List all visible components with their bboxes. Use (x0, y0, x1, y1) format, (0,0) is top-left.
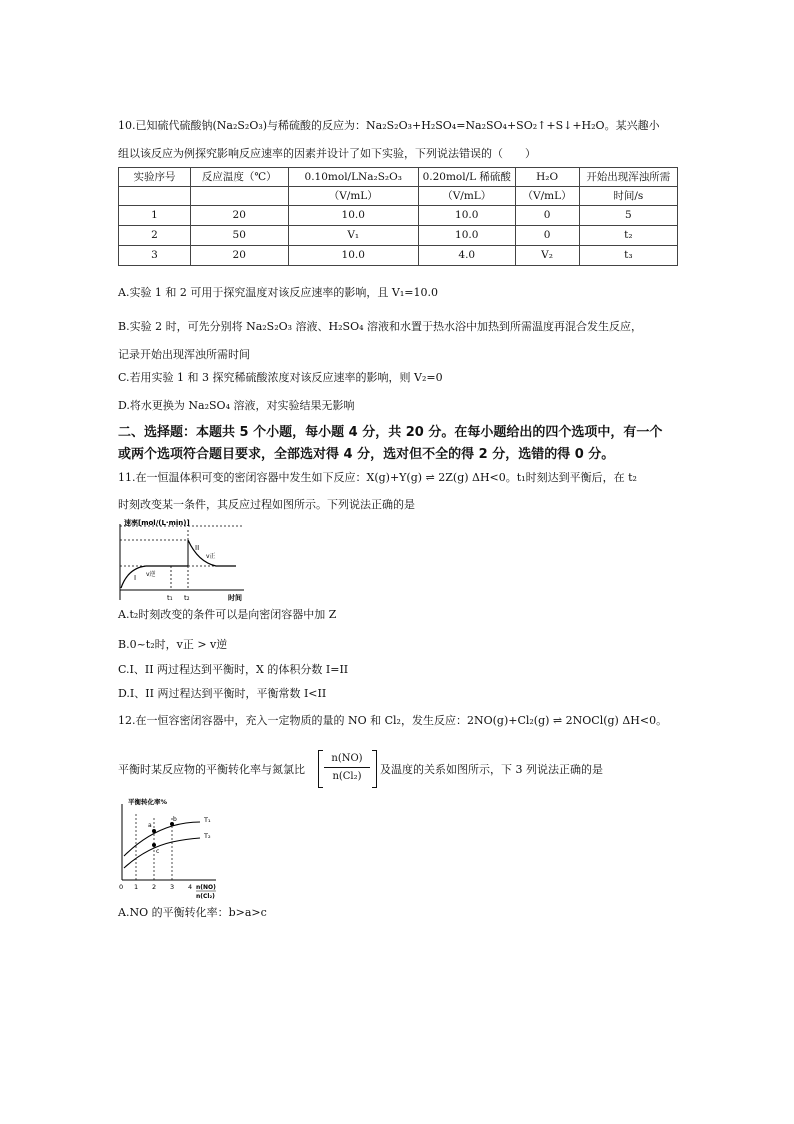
table-cell: 10.0 (288, 206, 418, 226)
q10-option-d: D.将水更换为 Na₂SO₄ 溶液，对实验结果无影响 (118, 399, 355, 412)
q12-option-a: A.NO 的平衡转化率：b>a>c (118, 906, 267, 919)
graph-ylabel: 平衡转化率% (128, 798, 168, 806)
q11-stem-line1: 11.在一恒温体积可变的密闭容器中发生如下反应：X(g)+Y(g) ⇌ 2Z(g) ΔH<0。t₁时刻达到平衡后，在 t₂ (118, 471, 637, 484)
table-cell: t₃ (579, 246, 677, 266)
series-T1-label: T₁ (204, 816, 211, 824)
q11-option-a: A.t₂时刻改变的条件可以是向密闭容器中加 Z (118, 608, 337, 621)
section2-heading-line1: 二、选择题：本题共 5 个小题，每小题 4 分，共 20 分。在每小题给出的四个选项中，有一个 (118, 425, 663, 440)
q11-stem-line2: 时刻改变某一条件，其反应过程如图所示。下列说法正确的是 (118, 498, 415, 511)
q12-stem-text-post: 及温度的关系如图所示，下 3 列说法正确的是 (380, 763, 603, 776)
x-tick-label: 0 (119, 883, 124, 891)
x-tick-label: 4 (188, 883, 193, 891)
conversion-ratio-graph (116, 794, 226, 902)
curve-T2 (124, 838, 200, 868)
header-cell (190, 187, 288, 206)
table-cell: V₁ (288, 226, 418, 246)
table-header-row (119, 187, 678, 206)
header-cell: H₂O (515, 168, 579, 187)
table-cell: 0 (515, 226, 579, 246)
table-cell: 10.0 (288, 246, 418, 266)
x-axis-label-num: n(NO) (196, 884, 216, 891)
table-row (119, 206, 678, 226)
t1-label: t₁ (167, 594, 173, 602)
header-cell (119, 187, 191, 206)
header-cell: 时间/s (579, 187, 677, 206)
q12-stem-line1: 12.在一恒容密闭容器中，充入一定物质的量的 NO 和 Cl₂，发生反应：2NO(g)+Cl₂(g) ⇌ 2NOCl(g) ΔH<0。 (118, 714, 668, 727)
header-cell: 反应温度（℃） (190, 168, 288, 187)
table-cell: V₂ (515, 246, 579, 266)
x-tick-label: 3 (170, 883, 175, 891)
q10-stem-line1: 10.已知硫代硫酸钠(Na₂S₂O₃)与稀硫酸的反应为：Na₂S₂O₃+H₂SO₄=Na₂SO₄+SO₂↑+S↓+H₂O。某兴趣小 (118, 119, 660, 132)
experiment-table (118, 167, 678, 266)
header-cell: 0.20mol/L 稀硫酸 (418, 168, 515, 187)
table-cell: 10.0 (418, 206, 515, 226)
header-cell: 0.10mol/LNa₂S₂O₃ (288, 168, 418, 187)
table-row (119, 226, 678, 246)
ratio-bracket-left (318, 750, 323, 788)
x-axis-label: 时间 (228, 594, 242, 602)
graph-ylabel: 速率[mol/(L·min)] (124, 519, 190, 527)
table-header-row (119, 168, 678, 187)
point-a (152, 829, 156, 833)
table-cell: 20 (190, 206, 288, 226)
header-cell: 开始出现浑浊所需 (579, 168, 677, 187)
table-cell: 20 (190, 246, 288, 266)
x-tick-label: 2 (152, 883, 157, 891)
q12-stem-line2 (118, 750, 688, 790)
series-T2-label: T₂ (204, 832, 211, 840)
q10-option-b-line1: B.实验 2 时，可先分别将 Na₂S₂O₃ 溶液、H₂SO₄ 溶液和水置于热水浴中加热到所需温度再混合发生反应， (118, 320, 642, 333)
t2-label: t₂ (184, 594, 190, 602)
curve-II-label: II (195, 544, 200, 552)
header-cell: （V/mL） (418, 187, 515, 206)
q11-option-d: D.I、II 两过程达到平衡时，平衡常数 I<II (118, 687, 327, 700)
table-cell: 4.0 (418, 246, 515, 266)
section2-heading-line2: 或两个选项符合题目要求，全部选对得 4 分，选对但不全的得 2 分，选错的得 0 分。 (118, 447, 615, 462)
q12-stem-text: 平衡时某反应物的平衡转化率与氮氯比 (118, 763, 305, 776)
q11-option-b: B.0~t₂时，v正 > v逆 (118, 638, 228, 651)
table-cell: 10.0 (418, 226, 515, 246)
table-cell: 1 (119, 206, 191, 226)
x-tick-label: 1 (134, 883, 139, 891)
header-cell: （V/mL） (288, 187, 418, 206)
q11-option-c: C.I、II 两过程达到平衡时，X 的体积分数 I=II (118, 663, 349, 676)
table-cell: t₂ (579, 226, 677, 246)
fraction-numerator: n(NO) (324, 750, 370, 768)
q10-option-b-line2: 记录开始出现浑浊所需时间 (118, 348, 250, 361)
rate-time-graph (116, 516, 256, 604)
table-cell: 3 (119, 246, 191, 266)
point-c (152, 843, 156, 847)
point-b-label: b (173, 816, 177, 823)
q10-stem-line2: 组以该反应为例探究影响反应速率的因素并设计了如下实验，下列说法错误的（ ） (118, 147, 536, 160)
x-axis-label-den: n(Cl₂) (196, 893, 215, 900)
q10-option-c: C.若用实验 1 和 3 探究稀硫酸浓度对该反应速率的影响，则 V₂=0 (118, 371, 443, 384)
point-a-label: a (148, 822, 152, 829)
table-cell: 2 (119, 226, 191, 246)
v-forward-label: v正 (206, 553, 216, 560)
ratio-fraction (324, 750, 370, 785)
ratio-bracket-right (372, 750, 377, 788)
table-cell: 5 (579, 206, 677, 226)
header-cell: 实验序号 (119, 168, 191, 187)
v-reverse-label: v逆 (146, 571, 156, 578)
header-cell: （V/mL） (515, 187, 579, 206)
table-cell: 50 (190, 226, 288, 246)
table-row (119, 246, 678, 266)
fraction-denominator: n(Cl₂) (332, 771, 362, 782)
point-c-label: c (156, 848, 160, 855)
q10-option-a: A.实验 1 和 2 可用于探究温度对该反应速率的影响，且 V₁=10.0 (118, 286, 438, 299)
curve-I-label: I (134, 574, 137, 582)
table-cell: 0 (515, 206, 579, 226)
